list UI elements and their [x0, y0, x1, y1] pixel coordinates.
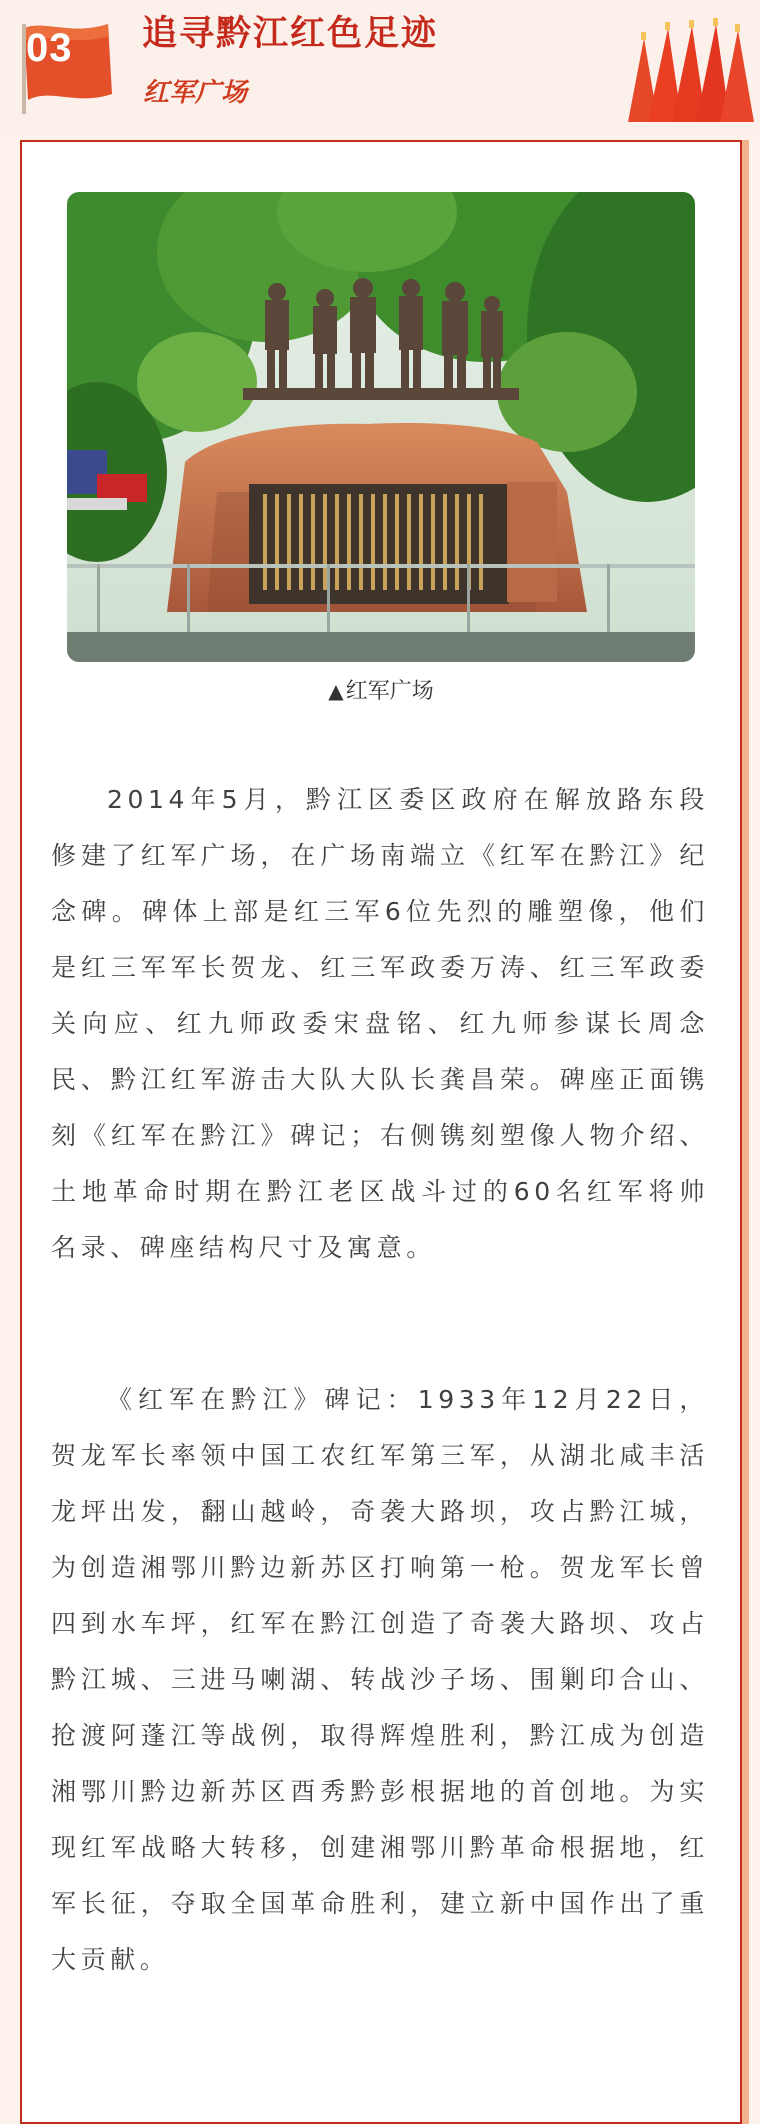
monument-image — [67, 192, 695, 662]
triangle-marker-icon: ▲ — [328, 679, 344, 703]
page-title: 追寻黔江红色足迹 — [142, 14, 439, 54]
decorative-flags-icon — [624, 18, 754, 122]
page-subtitle: 红军广场 — [143, 78, 248, 108]
section-header — [0, 0, 760, 135]
article-paragraph-1: 2014年5月，黔江区委区政府在解放路东段修建了红军广场，在广场南端立《红军在黔江》纪念碑。碑体上部是红三军6位先烈的雕塑像，他们是红三军军长贺龙、红三军政委万涛、红三军政委关向应、红九师政委宋盘铭、红九师参谋长周念民、黔江红军游击大队大队长龚昌荣。碑座正面镌刻《红军在黔江》碑记；右侧镌刻塑像人物介绍、土地革命时期在黔江老区战斗过的60名红军将帅名录、碑座结构尺寸及寓意。 — [51, 785, 709, 1262]
article-paragraph-2: 《红军在黔江》碑记：1933年12月22日，贺龙军长率领中国工农红军第三军，从湖北咸丰活龙坪出发，翻山越岭，奇袭大路坝，攻占黔江城，为创造湘鄂川黔边新苏区打响第一枪。贺龙军长曾四到水车坪，红军在黔江创造了奇袭大路坝、攻占黔江城、三进马喇湖、转战沙子场、围剿印合山、抢渡阿蓬江等战例，取得辉煌胜利，黔江成为创造湘鄂川黔边新苏区酉秀黔彭根据地的首创地。为实现红军战略大转移，创建湘鄂川黔革命根据地，红军长征，夺取全国革命胜利，建立新中国作出了重大贡献。 — [51, 1385, 709, 1974]
photo-caption — [22, 674, 740, 705]
section-number: 03 — [26, 26, 73, 70]
content-card — [20, 140, 742, 2124]
caption-text: 红军广场 — [345, 679, 434, 704]
monument-photo — [67, 192, 695, 662]
